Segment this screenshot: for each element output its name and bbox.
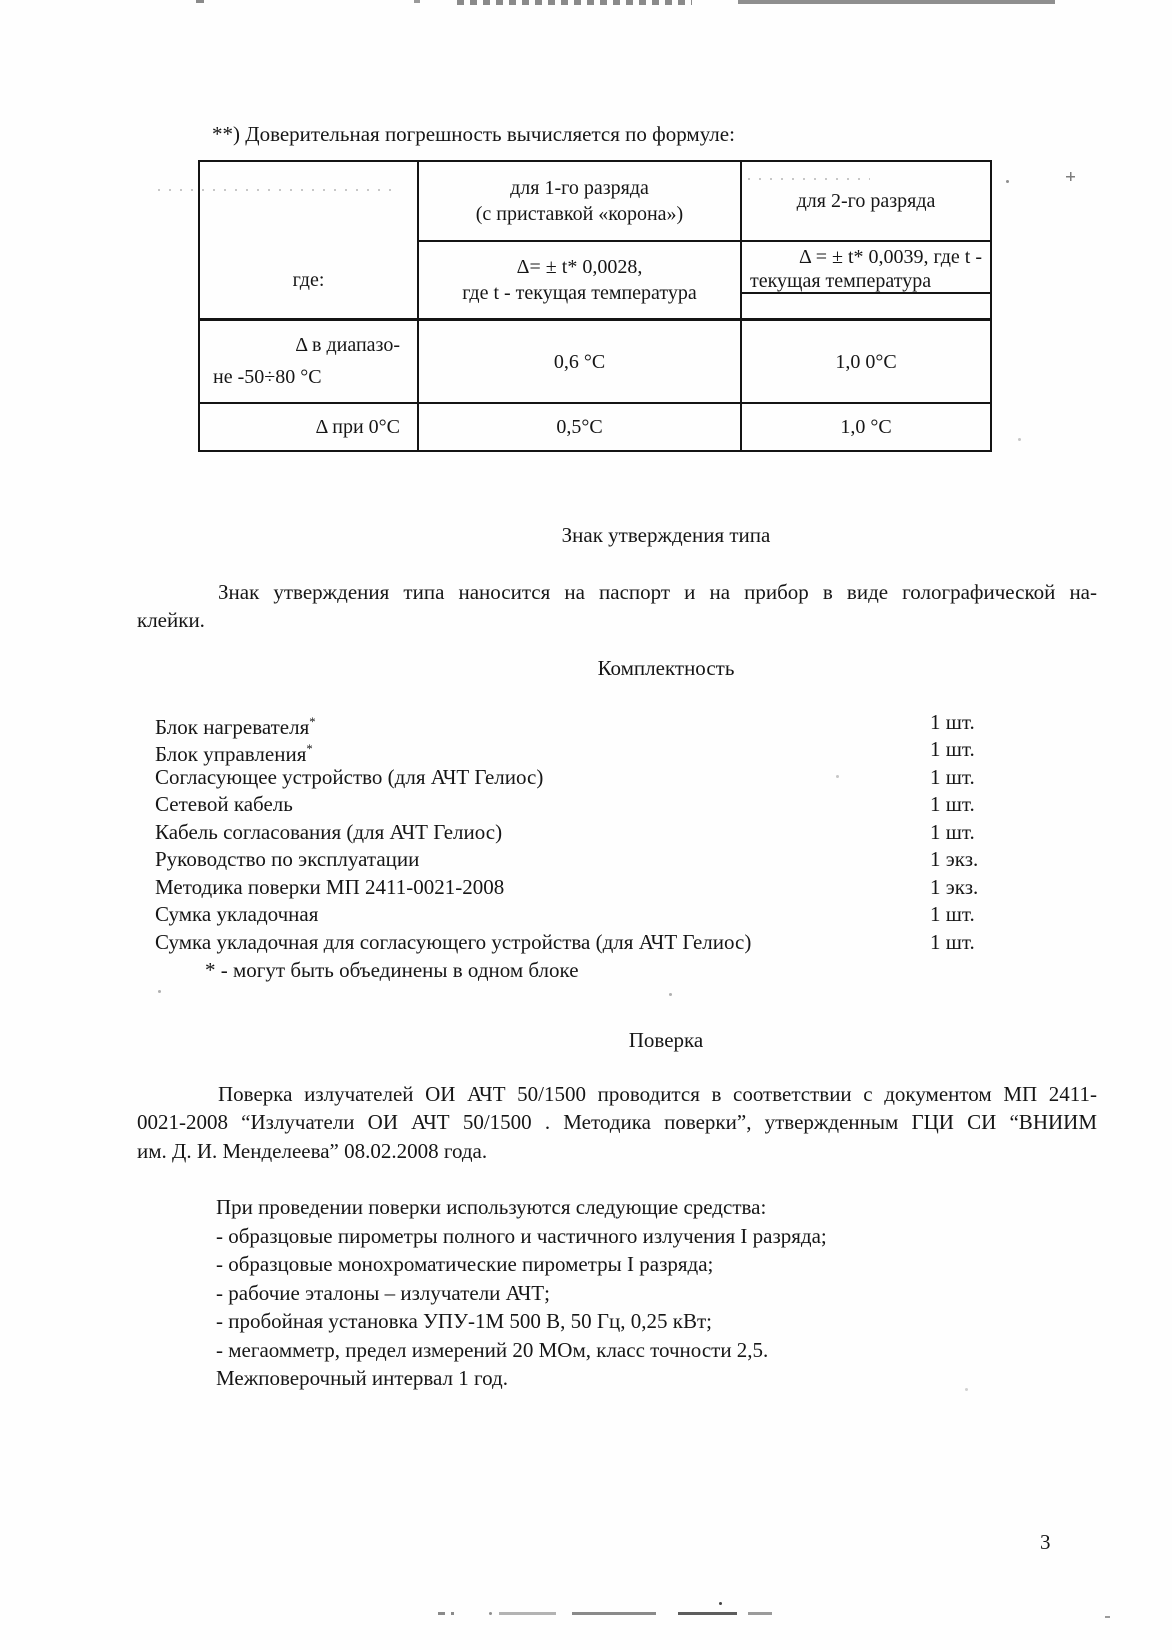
item-qty: 1 шт.: [930, 792, 975, 816]
verification-means-item: - мегаомметр, предел измерений 20 МОм, класс точности 2,5.: [216, 1338, 769, 1362]
completeness-item: [155, 764, 1055, 791]
row-zero-value-second: [742, 404, 990, 450]
item-name: Блок управления: [155, 742, 307, 766]
scan-artifact: [738, 0, 1055, 4]
completeness-item: [155, 929, 1055, 956]
scan-artifact: [719, 1602, 722, 1605]
header-col-first-grade: [419, 162, 740, 240]
scan-artifact: [669, 993, 672, 996]
formula-line: где t - текущая температура: [462, 281, 697, 304]
verification-paragraph-line3: им. Д. И. Менделеева” 08.02.2008 года.: [137, 1139, 488, 1163]
scan-artifact: [1018, 438, 1021, 441]
item-asterisk: *: [306, 742, 313, 756]
completeness-item: [155, 736, 1055, 766]
scan-artifact: [836, 775, 839, 778]
verification-means-item: - рабочие эталоны – излучатели АЧТ;: [216, 1281, 550, 1305]
scan-artifact: [414, 0, 420, 3]
header-line: для 2-го разряда: [796, 190, 936, 212]
scan-artifact: [678, 1612, 737, 1615]
scan-artifact: [158, 990, 161, 993]
formula-cell-second-grade-line1: Δ = ± t* 0,0039, где t -: [798, 246, 982, 268]
verification-interval: Межповерочный интервал 1 год.: [216, 1366, 508, 1390]
verification-means-item: - пробойная установка УПУ-1М 500 В, 50 Гц, 0,25 кВт;: [216, 1309, 712, 1333]
row-range-value-second: [742, 321, 990, 402]
cell-value: 0,6 °С: [553, 350, 606, 373]
where-label: где:: [292, 268, 325, 291]
completeness-item: [155, 709, 1055, 739]
scan-artifact: [438, 1612, 454, 1615]
scan-artifact: [457, 0, 692, 5]
verification-paragraph-line2: 0021-2008 “Излучатели ОИ АЧТ 50/1500 . Методика поверки”, утвержденным ГЦИ СИ “ВНИИМ: [137, 1110, 1097, 1134]
completeness-item: [155, 846, 1055, 873]
where-label-cell: [200, 240, 417, 319]
completeness-item: [155, 819, 1055, 846]
header-line: (с приставкой «корона»): [475, 203, 684, 225]
item-name: Методика поверки МП 2411-0021-2008: [155, 875, 505, 899]
verification-paragraph-line1: Поверка излучателей ОИ АЧТ 50/1500 проводится в соответствии с документом МП 2411-: [218, 1082, 1097, 1106]
scan-artifact: [965, 1388, 968, 1391]
cell-value: 1,0 0°С: [835, 350, 897, 373]
row-zero-label: Δ при 0°С: [315, 416, 400, 438]
item-name: Блок нагревателя: [155, 715, 310, 739]
cell-value: 0,5°С: [556, 416, 603, 438]
completeness-item: [155, 874, 1055, 901]
accuracy-table: [198, 160, 992, 452]
scan-artifact: [1006, 180, 1009, 183]
header-line: для 1-го разряда: [510, 177, 649, 199]
section-heading-type-approval: Знак утверждения типа: [561, 523, 771, 547]
item-name: Сумка укладочная: [155, 902, 319, 926]
scan-artifact: [748, 1612, 772, 1615]
item-name: Сумка укладочная для согласующего устройства (для АЧТ Гелиос): [155, 930, 752, 954]
formula-footnote: **) Доверительная погрешность вычисляется по формуле:: [212, 122, 735, 146]
completeness-footnote: * - могут быть объединены в одном блоке: [205, 958, 579, 982]
completeness-item: [155, 791, 1055, 818]
verification-means-item: - образцовые пирометры полного и частичного излучения I разряда;: [216, 1224, 827, 1248]
item-name: Сетевой кабель: [155, 792, 293, 816]
formula-line: Δ= ± t* 0,0028,: [516, 255, 643, 278]
item-qty: 1 шт.: [930, 737, 975, 761]
item-name: Руководство по эксплуатации: [155, 847, 420, 871]
formula-cell-second-grade-line2: текущая температура: [750, 270, 932, 292]
section-heading-completeness: Комплектность: [597, 656, 735, 680]
scan-artifact: [489, 1612, 492, 1615]
page-number: 3: [1040, 1530, 1051, 1554]
item-qty: 1 шт.: [930, 902, 975, 926]
row-range-value-first: [419, 321, 740, 402]
type-approval-paragraph-line1: Знак утверждения типа наносится на паспорт и на прибор в виде голографической на-: [218, 580, 1097, 604]
header-col-second-grade: [742, 162, 990, 240]
scan-artifact: [572, 1612, 656, 1615]
row-range-label-line1: Δ в диапазо-: [295, 334, 400, 356]
scan-artifact: [499, 1612, 556, 1615]
item-qty: 1 шт.: [930, 765, 975, 789]
scan-artifact: [158, 189, 398, 191]
scan-artifact: [1066, 172, 1075, 181]
section-heading-verification: Поверка: [628, 1028, 704, 1052]
formula-cell-first-grade: [419, 240, 740, 319]
scan-artifact: [1105, 1616, 1110, 1618]
item-asterisk: *: [309, 715, 316, 729]
item-name: Кабель согласования (для АЧТ Гелиос): [155, 820, 503, 844]
item-qty: 1 шт.: [930, 930, 975, 954]
item-qty: 1 шт.: [930, 820, 975, 844]
item-qty: 1 экз.: [930, 875, 979, 899]
item-name: Согласующее устройство (для АЧТ Гелиос): [155, 765, 544, 789]
verification-means-intro: При проведении поверки используются следующие средства:: [216, 1195, 767, 1219]
verification-means-item: - образцовые монохроматические пирометры I разряда;: [216, 1252, 714, 1276]
item-qty: 1 шт.: [930, 710, 975, 734]
item-qty: 1 экз.: [930, 847, 979, 871]
row-zero-value-first: [419, 404, 740, 450]
row-range-label-line2: не -50÷80 °С: [213, 366, 322, 388]
completeness-item: [155, 901, 1055, 928]
scan-artifact: [196, 0, 204, 3]
cell-value: 1,0 °С: [840, 416, 892, 438]
type-approval-paragraph-line2: клейки.: [137, 608, 205, 632]
